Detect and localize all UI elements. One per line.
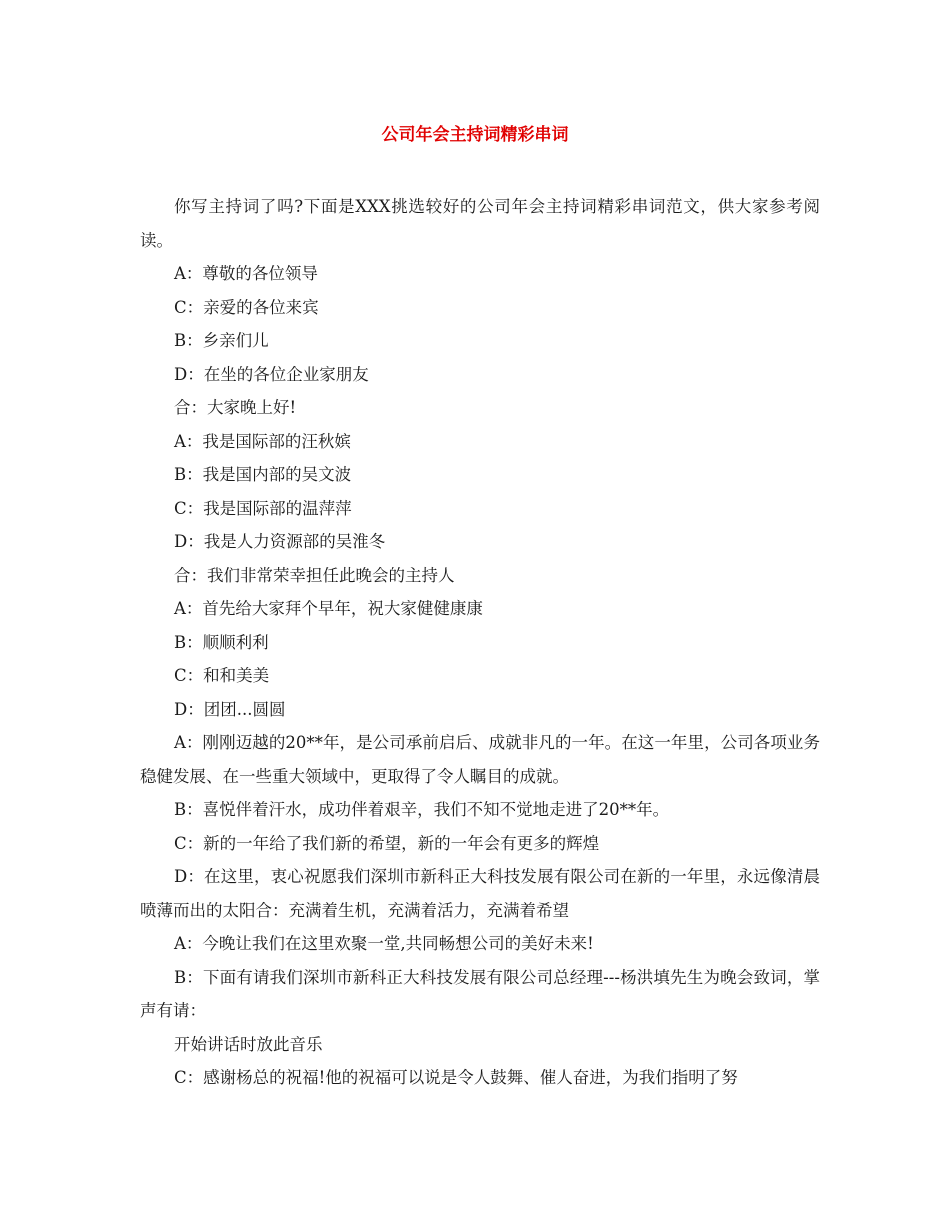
paragraph: A：尊敬的各位领导 — [174, 264, 318, 283]
paragraph: C：感谢杨总的祝福!他的祝福可以说是令人鼓舞、催人奋进，为我们指明了努 — [174, 1068, 738, 1087]
paragraph: 合：我们非常荣幸担任此晚会的主持人 — [174, 565, 455, 585]
paragraph: C：亲爱的各位来宾 — [174, 297, 319, 317]
paragraph: 合：大家晚上好! — [174, 398, 297, 417]
paragraph: D：团团...圆圆 — [174, 699, 286, 719]
paragraph: C：和和美美 — [174, 666, 270, 685]
paragraph: A：我是国际部的汪秋嫔 — [174, 431, 351, 451]
paragraph: D：我是人力资源部的吴淮冬 — [174, 532, 386, 551]
paragraph-intro: 你写主持词了吗?下面是XXX挑选较好的公司年会主持词精彩串词范文，供大家参考阅读。 — [140, 197, 820, 250]
paragraph: D：在坐的各位企业家朋友 — [174, 364, 369, 384]
paragraph: C：我是国际部的温萍萍 — [174, 498, 352, 518]
paragraph: B：我是国内部的吴文波 — [174, 465, 352, 484]
paragraph: B：顺顺利利 — [174, 632, 269, 652]
paragraph: A：首先给大家拜个早年，祝大家健健康康 — [174, 599, 483, 618]
paragraph: B：喜悦伴着汗水，成功伴着艰辛，我们不知不觉地走进了20**年。 — [174, 800, 670, 819]
paragraph: A：刚刚迈越的20**年，是公司承前启后、成就非凡的一年。在这一年里，公司各项业务稳健发展、在一些重大领域中，更取得了令人瞩目的成就。 — [140, 733, 820, 786]
paragraph: A：今晚让我们在这里欢聚一堂,共同畅想公司的美好未来! — [174, 934, 594, 953]
paragraph: B：下面有请我们深圳市新科正大科技发展有限公司总经理---杨洪填先生为晚会致词，掌声有请： — [140, 967, 820, 1020]
paragraph: B：乡亲们儿 — [174, 331, 269, 350]
document-body — [140, 190, 820, 1095]
document-title: 公司年会主持词精彩串词 — [381, 125, 569, 145]
paragraph: D：在这里，衷心祝愿我们深圳市新科正大科技发展有限公司在新的一年里，永远像清晨喷薄而出的太阳合：充满着生机，充满着活力，充满着希望 — [140, 867, 820, 920]
paragraph: C：新的一年给了我们新的希望，新的一年会有更多的辉煌 — [174, 833, 600, 853]
paragraph-stage-note: 开始讲话时放此音乐 — [174, 1034, 323, 1054]
